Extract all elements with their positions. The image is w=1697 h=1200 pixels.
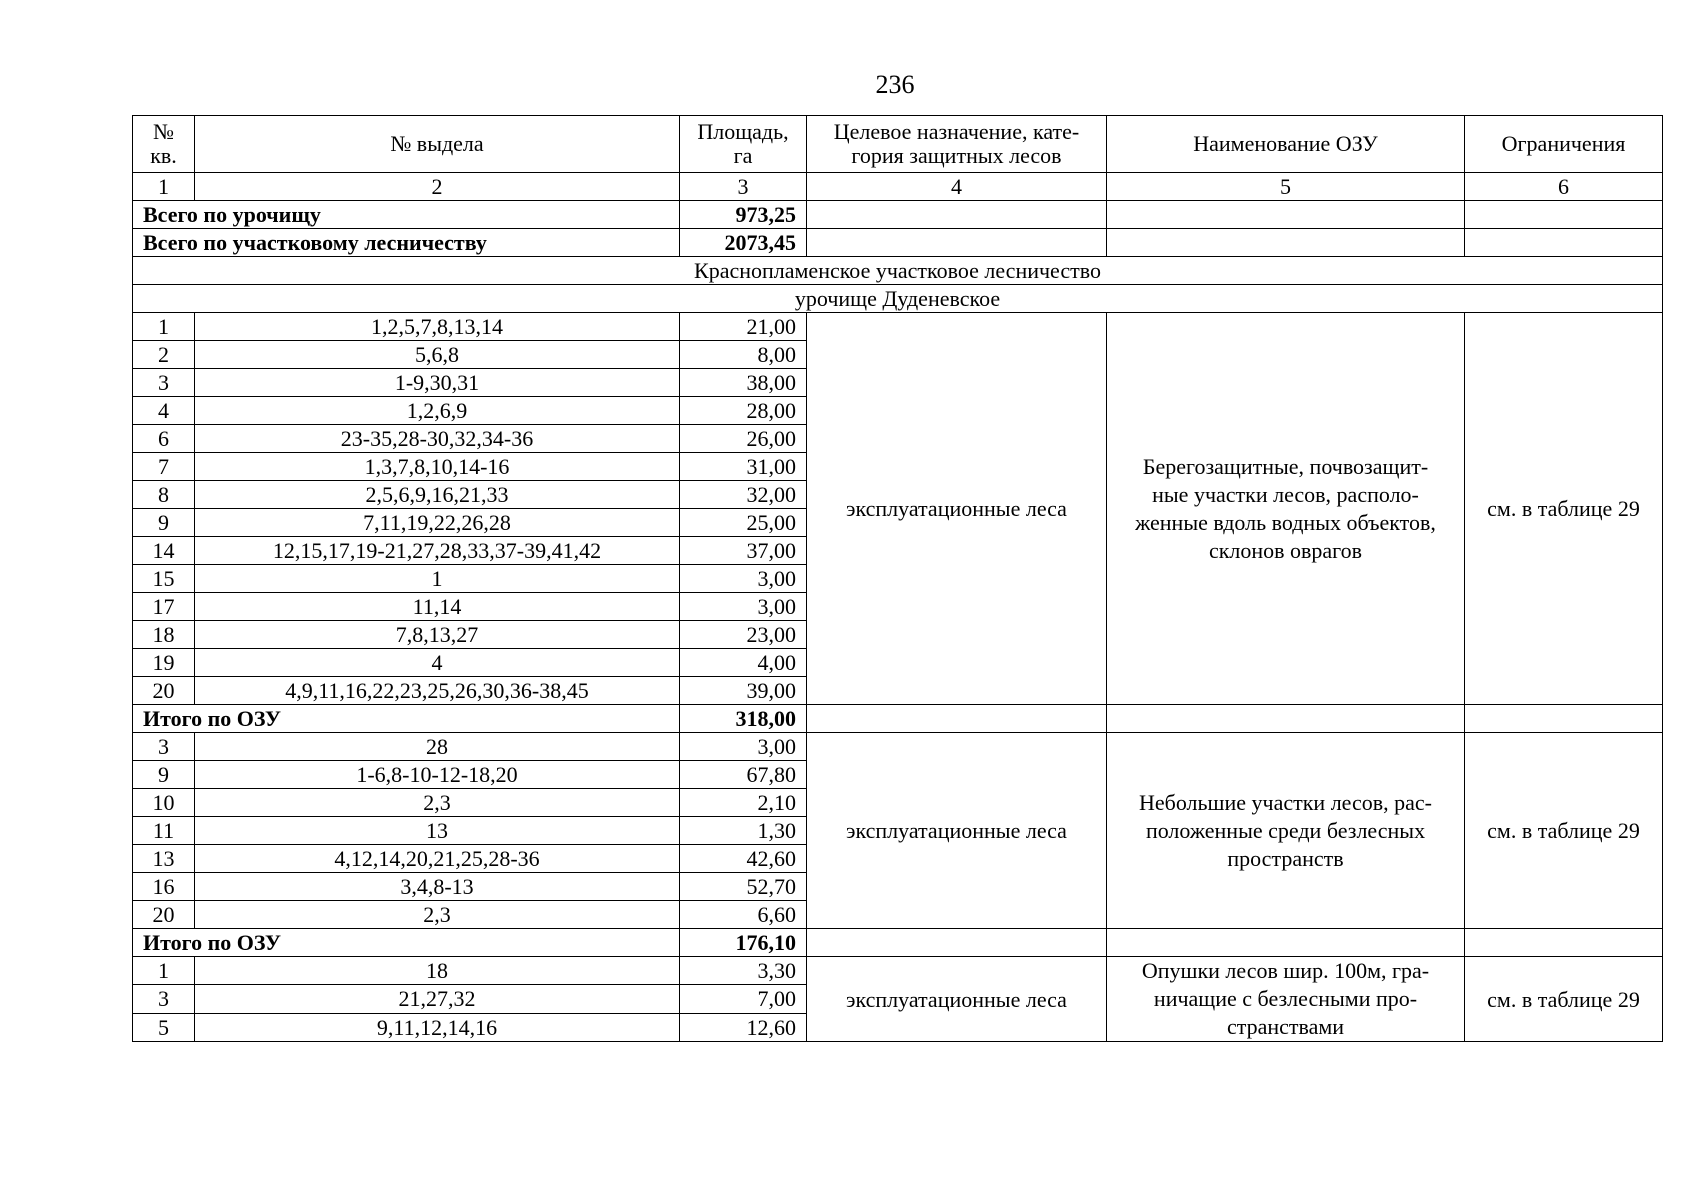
vydel-cell: 1,3,7,8,10,14-16 [195, 453, 680, 481]
table-body [133, 116, 1663, 1042]
area-cell: 8,00 [680, 341, 807, 369]
group-total-row [133, 705, 1663, 733]
kv-cell: 17 [133, 593, 195, 621]
vydel-cell: 2,3 [195, 901, 680, 929]
vydel-cell: 3,4,8-13 [195, 873, 680, 901]
purpose-cell: эксплуатационные леса [807, 733, 1107, 929]
area-cell: 37,00 [680, 537, 807, 565]
total-forestry-area: 2073,45 [680, 229, 807, 257]
vydel-cell: 1-6,8-10-12-18,20 [195, 761, 680, 789]
purpose-cell: эксплуатационные леса [807, 957, 1107, 1042]
vydel-cell: 13 [195, 817, 680, 845]
area-cell: 38,00 [680, 369, 807, 397]
area-cell: 25,00 [680, 509, 807, 537]
empty-cell [1465, 229, 1663, 257]
ozu-name-line: женные вдоль водных объектов, [1135, 509, 1436, 535]
area-cell: 39,00 [680, 677, 807, 705]
restriction-cell: см. в таблице 29 [1465, 957, 1663, 1042]
area-cell: 3,00 [680, 565, 807, 593]
vydel-cell: 4,12,14,20,21,25,28-36 [195, 845, 680, 873]
kv-cell: 15 [133, 565, 195, 593]
ozu-name-line: ные участки лесов, располо- [1152, 481, 1419, 507]
kv-cell: 1 [133, 313, 195, 341]
group-total-area: 176,10 [680, 929, 807, 957]
header-area [680, 116, 807, 173]
ozu-name-cell [1107, 313, 1465, 705]
kv-cell: 8 [133, 481, 195, 509]
area-cell: 52,70 [680, 873, 807, 901]
header-purpose-line1: Целевое назначение, кате- [833, 119, 1080, 144]
vydel-cell: 7,8,13,27 [195, 621, 680, 649]
ozu-name-line: положенные среди безлесных [1145, 817, 1426, 843]
kv-cell: 3 [133, 733, 195, 761]
kv-cell: 3 [133, 369, 195, 397]
header-kv [133, 116, 195, 173]
area-cell: 32,00 [680, 481, 807, 509]
tract-name-row [133, 285, 1663, 313]
column-number: 4 [807, 173, 1107, 201]
vydel-cell: 28 [195, 733, 680, 761]
kv-cell: 5 [133, 1013, 195, 1041]
forest-table [132, 115, 1663, 1042]
group-total-label: Итого по ОЗУ [133, 705, 680, 733]
vydel-cell: 1-9,30,31 [195, 369, 680, 397]
group-total-row [133, 929, 1663, 957]
area-cell: 4,00 [680, 649, 807, 677]
area-cell: 7,00 [680, 985, 807, 1013]
vydel-cell: 2,5,6,9,16,21,33 [195, 481, 680, 509]
header-ozu: Наименование ОЗУ [1107, 116, 1465, 173]
column-number-row [133, 173, 1663, 201]
column-number: 6 [1465, 173, 1663, 201]
kv-cell: 14 [133, 537, 195, 565]
vydel-cell: 1,2,5,7,8,13,14 [195, 313, 680, 341]
ozu-name-line: склонов оврагов [1208, 537, 1363, 563]
group-total-label: Итого по ОЗУ [133, 929, 680, 957]
empty-cell [1465, 929, 1663, 957]
kv-cell: 20 [133, 901, 195, 929]
kv-cell: 9 [133, 509, 195, 537]
area-cell: 21,00 [680, 313, 807, 341]
header-row [133, 116, 1663, 173]
area-cell: 31,00 [680, 453, 807, 481]
kv-cell: 7 [133, 453, 195, 481]
empty-cell [1107, 201, 1465, 229]
kv-cell: 1 [133, 957, 195, 985]
kv-cell: 16 [133, 873, 195, 901]
kv-cell: 2 [133, 341, 195, 369]
ozu-name-line: Небольшие участки лесов, рас- [1138, 789, 1432, 815]
header-purpose-line2: гория защитных лесов [851, 143, 1062, 168]
area-cell: 6,60 [680, 901, 807, 929]
column-number: 2 [195, 173, 680, 201]
kv-cell: 20 [133, 677, 195, 705]
column-number: 5 [1107, 173, 1465, 201]
header-purpose [807, 116, 1107, 173]
area-cell: 28,00 [680, 397, 807, 425]
group-total-area: 318,00 [680, 705, 807, 733]
ozu-name-cell [1107, 957, 1465, 1042]
area-cell: 12,60 [680, 1013, 807, 1041]
vydel-cell: 1,2,6,9 [195, 397, 680, 425]
vydel-cell: 4 [195, 649, 680, 677]
kv-cell: 9 [133, 761, 195, 789]
page-number: 236 [875, 70, 915, 99]
table-row [133, 313, 1663, 341]
area-cell: 67,80 [680, 761, 807, 789]
forestry-name-row [133, 257, 1663, 285]
kv-cell: 10 [133, 789, 195, 817]
vydel-cell: 18 [195, 957, 680, 985]
vydel-cell: 4,9,11,16,22,23,25,26,30,36-38,45 [195, 677, 680, 705]
table-row [133, 957, 1663, 985]
area-cell: 23,00 [680, 621, 807, 649]
header-vydel: № выдела [195, 116, 680, 173]
empty-cell [1107, 705, 1465, 733]
area-cell: 2,10 [680, 789, 807, 817]
forestry-name: Краснопламенское участковое лесничество [133, 257, 1663, 285]
header-kv-line1: № [153, 119, 174, 144]
column-number: 1 [133, 173, 195, 201]
vydel-cell: 9,11,12,14,16 [195, 1013, 680, 1041]
area-cell: 1,30 [680, 817, 807, 845]
kv-cell: 18 [133, 621, 195, 649]
kv-cell: 13 [133, 845, 195, 873]
tract-name: урочище Дуденевское [133, 285, 1663, 313]
vydel-cell: 2,3 [195, 789, 680, 817]
header-area-line2: га [733, 143, 753, 168]
ozu-name-line: ничащие с безлесными про- [1153, 986, 1418, 1011]
total-forestry-row [133, 229, 1663, 257]
empty-cell [807, 229, 1107, 257]
vydel-cell: 1 [195, 565, 680, 593]
vydel-cell: 7,11,19,22,26,28 [195, 509, 680, 537]
column-number: 3 [680, 173, 807, 201]
empty-cell [807, 929, 1107, 957]
empty-cell [1465, 705, 1663, 733]
kv-cell: 4 [133, 397, 195, 425]
vydel-cell: 11,14 [195, 593, 680, 621]
area-cell: 3,00 [680, 593, 807, 621]
area-cell: 3,30 [680, 957, 807, 985]
ozu-name-line: Берегозащитные, почвозащит- [1142, 453, 1429, 479]
restriction-cell: см. в таблице 29 [1465, 313, 1663, 705]
ozu-name-cell [1107, 733, 1465, 929]
kv-cell: 19 [133, 649, 195, 677]
vydel-cell: 5,6,8 [195, 341, 680, 369]
header-restrictions: Ограничения [1465, 116, 1663, 173]
restriction-cell: см. в таблице 29 [1465, 733, 1663, 929]
area-cell: 3,00 [680, 733, 807, 761]
header-kv-line2: кв. [150, 143, 177, 168]
total-tract-area: 973,25 [680, 201, 807, 229]
table-row [133, 733, 1663, 761]
empty-cell [807, 201, 1107, 229]
empty-cell [1107, 229, 1465, 257]
ozu-name-line: Опушки лесов шир. 100м, гра- [1141, 958, 1430, 983]
empty-cell [1107, 929, 1465, 957]
ozu-name-line: странствами [1226, 1014, 1345, 1039]
purpose-cell: эксплуатационные леса [807, 313, 1107, 705]
empty-cell [1465, 201, 1663, 229]
total-forestry-label: Всего по участковому лесничеству [133, 229, 680, 257]
header-area-line1: Площадь, [697, 119, 789, 144]
vydel-cell: 23-35,28-30,32,34-36 [195, 425, 680, 453]
ozu-name-line: пространств [1227, 845, 1344, 871]
vydel-cell: 21,27,32 [195, 985, 680, 1013]
kv-cell: 11 [133, 817, 195, 845]
empty-cell [807, 705, 1107, 733]
vydel-cell: 12,15,17,19-21,27,28,33,37-39,41,42 [195, 537, 680, 565]
area-cell: 26,00 [680, 425, 807, 453]
total-tract-label: Всего по урочищу [133, 201, 680, 229]
kv-cell: 3 [133, 985, 195, 1013]
kv-cell: 6 [133, 425, 195, 453]
area-cell: 42,60 [680, 845, 807, 873]
total-tract-row [133, 201, 1663, 229]
